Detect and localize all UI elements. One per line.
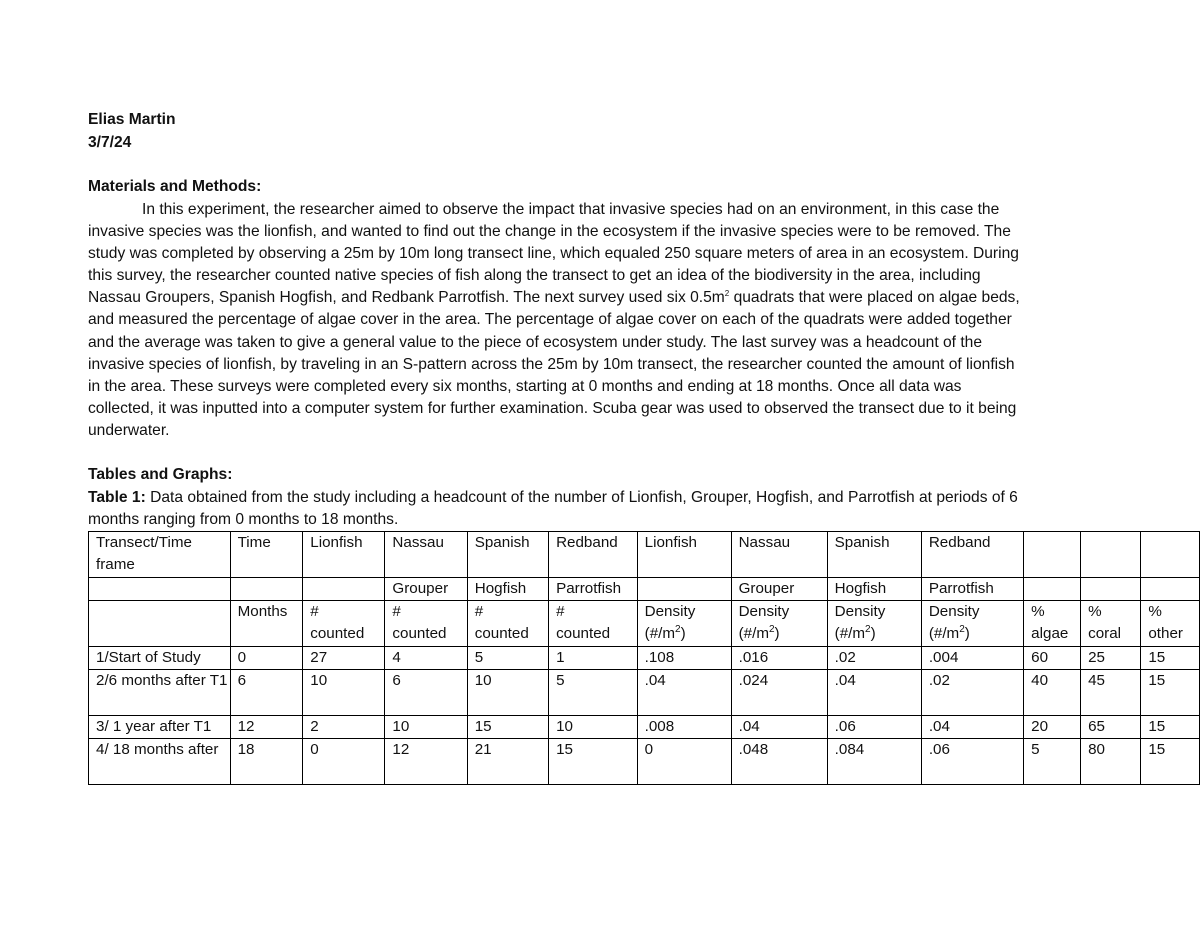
- table-cell: 15: [467, 716, 548, 739]
- header-cell: Nassau: [731, 532, 827, 578]
- header-cell: [637, 578, 731, 601]
- algae-label: algae: [1031, 625, 1069, 642]
- methods-line-5b: quadrats that were placed on algae beds,: [729, 289, 1020, 306]
- density-label: Density: [834, 603, 886, 620]
- header-cell: [1081, 532, 1141, 578]
- count-hash: #: [556, 603, 565, 620]
- header-cell: [89, 601, 231, 647]
- methods-line-3: study was completed by observing a 25m by 10m long transect line, which equaled 250 square meters of area in an ecosystem. During: [88, 245, 1019, 262]
- density-unit-a: (#/m: [738, 625, 769, 642]
- table-cell: 1/Start of Study: [89, 647, 231, 670]
- table-cell: 10: [549, 716, 638, 739]
- table-row: [89, 739, 1200, 785]
- header-cell: Parrotfish: [921, 578, 1023, 601]
- table-cell: 5: [467, 647, 548, 670]
- density-unit: [835, 623, 921, 645]
- table-cell: .02: [827, 647, 921, 670]
- table-cell: 0: [303, 739, 385, 785]
- table-row: [89, 647, 1200, 670]
- density-unit-a: (#/m: [834, 625, 866, 642]
- table-header-row: [89, 578, 1200, 601]
- header-cell: Spanish: [467, 532, 548, 578]
- table-cell: 60: [1024, 647, 1081, 670]
- count-word: counted: [310, 625, 365, 642]
- header-cell: [1024, 578, 1081, 601]
- header-cell: [1081, 601, 1141, 647]
- percent-sign: %: [1148, 603, 1162, 620]
- table-cell: 80: [1081, 739, 1141, 785]
- density-label: Density: [738, 603, 790, 620]
- count-hash: #: [392, 603, 401, 620]
- density-unit-b: ): [964, 625, 970, 642]
- header-cell: [1024, 601, 1081, 647]
- table-cell: 27: [303, 647, 385, 670]
- header-cell: [827, 601, 921, 647]
- table-cell: 4: [385, 647, 467, 670]
- methods-line-10: collected, it was inputted into a computer system for further examination. Scuba gear was used to observed the transect due to it being: [88, 400, 1017, 417]
- count-word: counted: [556, 625, 611, 642]
- methods-line-5a: Nassau Groupers, Spanish Hogfish, and Redbank Parrotfish. The next survey used six 0.5m: [88, 289, 725, 306]
- density-unit-b: ): [680, 625, 686, 642]
- density-label: Density: [928, 603, 980, 620]
- methods-line-6: and measured the percentage of algae cover in the area. The percentage of algae cover on each of the quadrats were added together: [88, 311, 1012, 328]
- table-row: [89, 670, 1200, 716]
- header-cell: [1081, 578, 1141, 601]
- count-hash: #: [474, 603, 484, 620]
- table-cell: 25: [1081, 647, 1141, 670]
- table-row: [89, 716, 1200, 739]
- table-header-row: [89, 532, 1200, 578]
- document-date: 3/7/24: [88, 134, 132, 151]
- table-caption-line-2: months ranging from 0 months to 18 months.: [88, 511, 399, 528]
- table-cell: 10: [303, 670, 385, 716]
- density-unit-a: (#/m: [928, 625, 960, 642]
- header-cell: [1141, 601, 1200, 647]
- table-cell: 10: [385, 716, 467, 739]
- header-cell: [89, 578, 231, 601]
- table-cell: .048: [731, 739, 827, 785]
- header-cell: [637, 601, 731, 647]
- header-cell: [1024, 532, 1081, 578]
- table-cell: 10: [467, 670, 548, 716]
- methods-line-5: [88, 287, 1020, 309]
- author-name: Elias Martin: [88, 111, 176, 128]
- table-caption: [88, 487, 1018, 509]
- count-word: counted: [392, 625, 447, 642]
- table-caption-label: Table 1:: [88, 489, 146, 506]
- density-unit: [739, 623, 827, 645]
- table-cell: 15: [1141, 739, 1200, 785]
- table-cell: .06: [827, 716, 921, 739]
- table-cell: 2: [303, 716, 385, 739]
- table-cell: .008: [637, 716, 731, 739]
- header-cell: Hogfish: [467, 578, 548, 601]
- table-cell: 45: [1081, 670, 1141, 716]
- header-cell: Lionfish: [303, 532, 385, 578]
- header-cell: Parrotfish: [549, 578, 638, 601]
- header-cell: [549, 601, 638, 647]
- header-cell: Redband: [549, 532, 638, 578]
- table-cell: 15: [1141, 716, 1200, 739]
- header-cell: Grouper: [385, 578, 467, 601]
- data-table: [88, 531, 1200, 785]
- header-cell: [921, 601, 1023, 647]
- methods-heading: Materials and Methods:: [88, 178, 262, 195]
- header-cell: Grouper: [731, 578, 827, 601]
- header-cell: [385, 601, 467, 647]
- tables-heading: Tables and Graphs:: [88, 466, 233, 483]
- density-unit-a: (#/m: [644, 625, 676, 642]
- header-cell: Nassau: [385, 532, 467, 578]
- table-cell: 3/ 1 year after T1: [89, 716, 231, 739]
- table-cell: 5: [549, 670, 638, 716]
- other-label: other: [1148, 625, 1183, 642]
- table-cell: 1: [549, 647, 638, 670]
- table-cell: .04: [921, 716, 1023, 739]
- table-cell: .04: [731, 716, 827, 739]
- percent-sign: %: [1031, 603, 1045, 620]
- table-cell: 21: [467, 739, 548, 785]
- header-cell: Hogfish: [827, 578, 921, 601]
- table-cell: 40: [1024, 670, 1081, 716]
- header-cell: [1141, 578, 1200, 601]
- coral-label: coral: [1088, 625, 1122, 642]
- table-cell: .108: [637, 647, 731, 670]
- header-cell: [731, 601, 827, 647]
- table-cell: 2/6 months after T1: [89, 670, 231, 716]
- table-cell: 15: [1141, 670, 1200, 716]
- header-cell: [303, 578, 385, 601]
- header-cell: [467, 601, 548, 647]
- table-cell: 0: [637, 739, 731, 785]
- methods-line-9: in the area. These surveys were completed every six months, starting at 0 months and ending at 18 months. Once all data was: [88, 378, 962, 395]
- table-cell: 5: [1024, 739, 1081, 785]
- header-cell: [1141, 532, 1200, 578]
- header-cell: Time: [230, 532, 303, 578]
- density-unit-b: ): [774, 625, 780, 642]
- methods-line-2: invasive species was the lionfish, and wanted to find out the change in the ecosystem if the invasive species were to be removed. The: [88, 223, 1011, 240]
- methods-line-8: invasive species of lionfish, by traveling in an S-pattern across the 25m by 10m transect, the researcher counted the amount of lionfish: [88, 356, 1015, 373]
- table-header-row: [89, 601, 1200, 647]
- table-cell: 12: [385, 739, 467, 785]
- table-cell: 18: [230, 739, 303, 785]
- table-cell: .004: [921, 647, 1023, 670]
- table-cell: 4/ 18 months after: [89, 739, 231, 785]
- methods-line-1: In this experiment, the researcher aimed to observe the impact that invasive species had on an environment, in this case the: [142, 201, 1000, 218]
- methods-line-4: this survey, the researcher counted native species of fish along the transect to get an idea of the biodiversity in the area, including: [88, 267, 981, 284]
- header-cell: [230, 578, 303, 601]
- density-label: Density: [644, 603, 696, 620]
- density-unit: [645, 623, 731, 645]
- header-cell: Lionfish: [637, 532, 731, 578]
- table-cell: 20: [1024, 716, 1081, 739]
- table-cell: 6: [385, 670, 467, 716]
- density-unit: [929, 623, 1023, 645]
- count-word: counted: [474, 625, 529, 642]
- header-cell: Transect/Time frame: [89, 532, 231, 578]
- table-cell: 15: [549, 739, 638, 785]
- table-cell: .02: [921, 670, 1023, 716]
- table-cell: 65: [1081, 716, 1141, 739]
- table-cell: 12: [230, 716, 303, 739]
- methods-line-7: and the average was taken to give a general value to the piece of ecosystem under study. The last survey was a headcount of the: [88, 334, 983, 351]
- methods-line-11: underwater.: [88, 422, 170, 439]
- table-cell: .06: [921, 739, 1023, 785]
- superscript-2: 2: [768, 623, 775, 635]
- superscript-2: 2: [724, 288, 730, 298]
- table-cell: .024: [731, 670, 827, 716]
- count-hash: #: [310, 603, 319, 620]
- superscript-2: 2: [865, 623, 871, 635]
- table-cell: .016: [731, 647, 827, 670]
- table-cell: 0: [230, 647, 303, 670]
- percent-sign: %: [1088, 603, 1102, 620]
- header-cell: Spanish: [827, 532, 921, 578]
- table-cell: .084: [827, 739, 921, 785]
- superscript-2: 2: [675, 623, 681, 635]
- table-cell: 15: [1141, 647, 1200, 670]
- header-cell: Redband: [921, 532, 1023, 578]
- superscript-2: 2: [959, 623, 965, 635]
- table-caption-text: Data obtained from the study including a headcount of the number of Lionfish, Grouper, Hogfish, and Parrotfish at periods of 6: [145, 489, 1018, 506]
- table-cell: .04: [637, 670, 731, 716]
- table-cell: 6: [230, 670, 303, 716]
- density-unit-b: ): [870, 625, 876, 642]
- header-cell: Months: [230, 601, 303, 647]
- header-cell: [303, 601, 385, 647]
- table-cell: .04: [827, 670, 921, 716]
